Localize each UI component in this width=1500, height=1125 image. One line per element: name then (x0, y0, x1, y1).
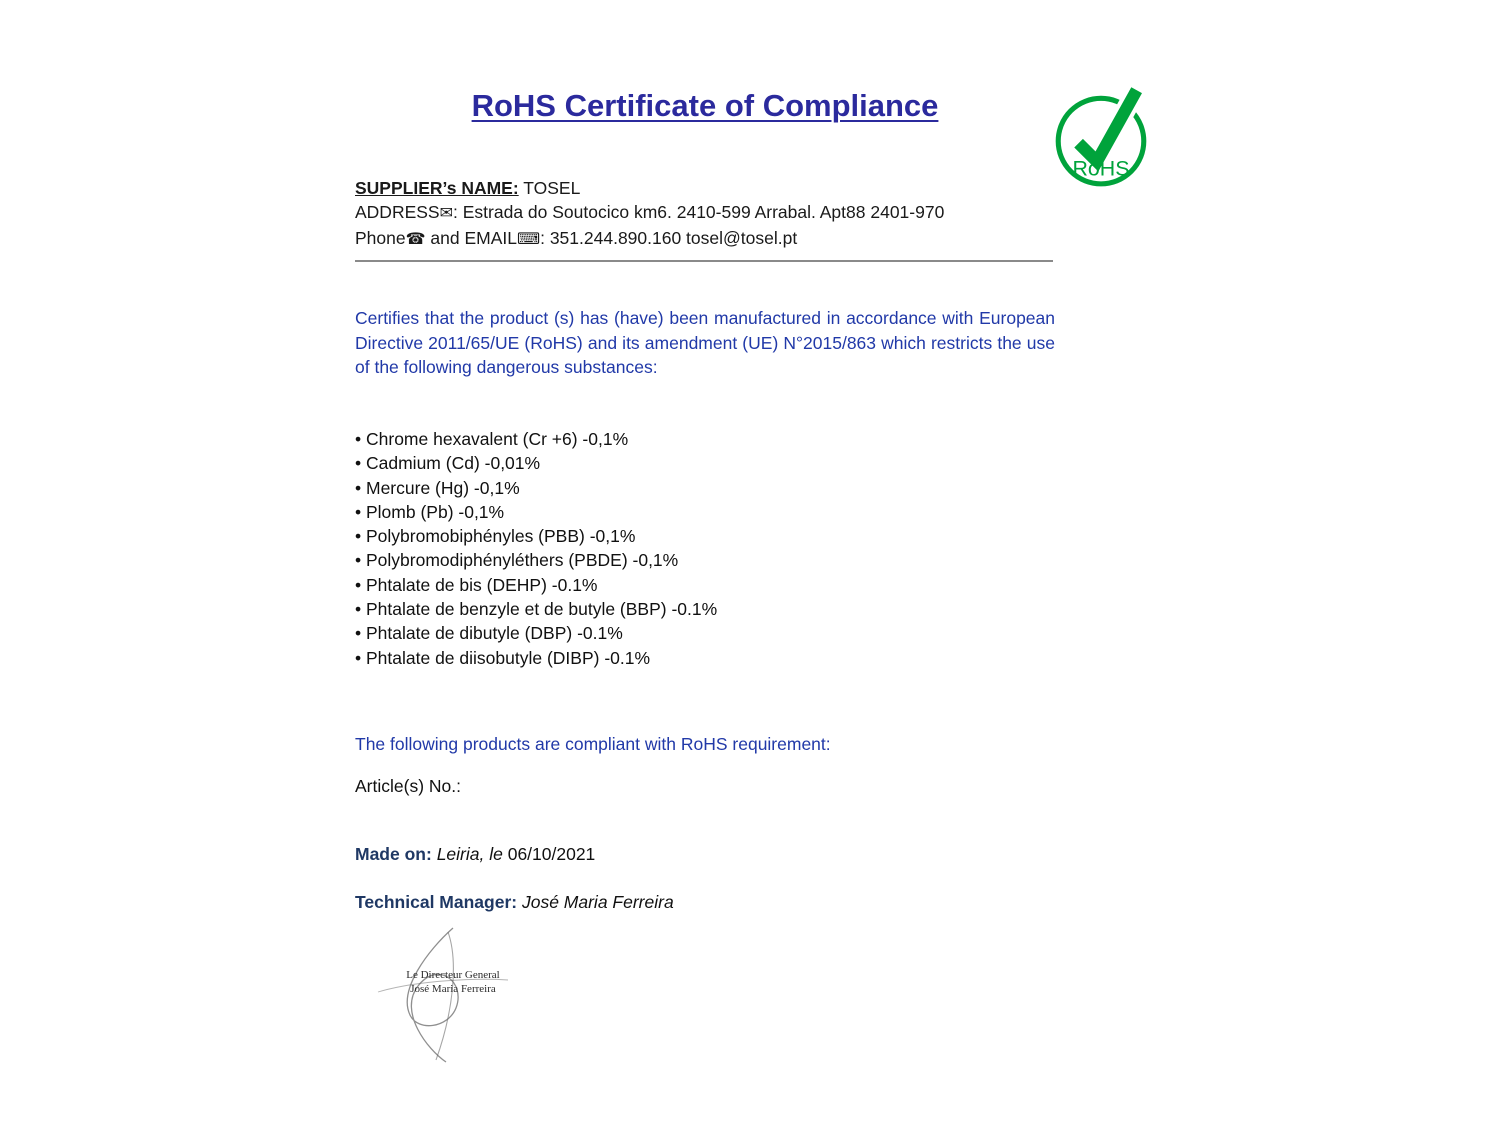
made-on-date: 06/10/2021 (502, 844, 596, 864)
signature-block (358, 920, 538, 1070)
supplier-name-line (355, 176, 1055, 200)
substance-item: • Phtalate de dibutyle (DBP) -0.1% (355, 621, 1055, 645)
supplier-name-label: SUPPLIER’s NAME: (355, 178, 519, 198)
substance-item: • Phtalate de bis (DEHP) -0.1% (355, 573, 1055, 597)
technical-manager-line (355, 892, 1055, 913)
signature-line1: Le Directeur General (406, 969, 500, 981)
rohs-logo-label: RoHS (1072, 156, 1130, 181)
substance-item: • Chrome hexavalent (Cr +6) -0,1% (355, 427, 1055, 451)
rohs-logo (1050, 80, 1152, 190)
supplier-name-value: TOSEL (523, 178, 581, 198)
phone-icon: ☎ (405, 231, 426, 248)
contact-value: : 351.244.890.160 tosel@tosel.pt (540, 228, 798, 248)
computer-icon: ⌨ (517, 231, 541, 248)
substance-item: • Polybromobiphényles (PBB) -0,1% (355, 524, 1055, 548)
email-label: and EMAIL (425, 228, 517, 248)
substance-item: • Phtalate de benzyle et de butyle (BBP) -0.1% (355, 597, 1055, 621)
signature-text (388, 968, 518, 996)
supplier-block (355, 176, 1055, 252)
substance-item: • Mercure (Hg) -0,1% (355, 476, 1055, 500)
substance-item: • Polybromodiphényléthers (PBDE) -0,1% (355, 548, 1055, 572)
envelope-icon: ✉ (439, 205, 454, 222)
substance-item: • Cadmium (Cd) -0,01% (355, 451, 1055, 475)
made-on-line (355, 844, 1055, 865)
substance-item: • Phtalate de diisobutyle (DIBP) -0.1% (355, 646, 1055, 670)
address-label: ADDRESS (355, 202, 440, 222)
signature-line2: José Maria Ferreira (410, 983, 496, 995)
phone-label: Phone (355, 228, 406, 248)
technical-manager-label: Technical Manager: (355, 892, 518, 912)
supplier-contact-line (355, 226, 1055, 252)
made-on-label: Made on: (355, 844, 432, 864)
substance-list (355, 427, 1055, 670)
divider-line (355, 260, 1053, 262)
technical-manager-name: José Maria Ferreira (521, 892, 674, 912)
article-line: Article(s) No.: (355, 776, 461, 796)
rohs-logo-icon (1050, 80, 1152, 190)
address-value: : Estrada do Soutocico km6. 2410-599 Arrabal. Apt88 2401-970 (453, 202, 945, 222)
compliance-line: The following products are compliant with RoHS requirement: (355, 734, 831, 754)
supplier-address-line (355, 200, 1055, 226)
made-on-place: Leiria, le (436, 844, 503, 864)
substance-item: • Plomb (Pb) -0,1% (355, 500, 1055, 524)
compliance-statement: Certifies that the product (s) has (have) been manufactured in accordance with European Directive 2011/65/UE (RoHS) and its amendment (UE) N°2015/863 which restricts the use of the following dangerous substances: (355, 308, 1055, 377)
page-title: RoHS Certificate of Compliance (471, 88, 939, 123)
